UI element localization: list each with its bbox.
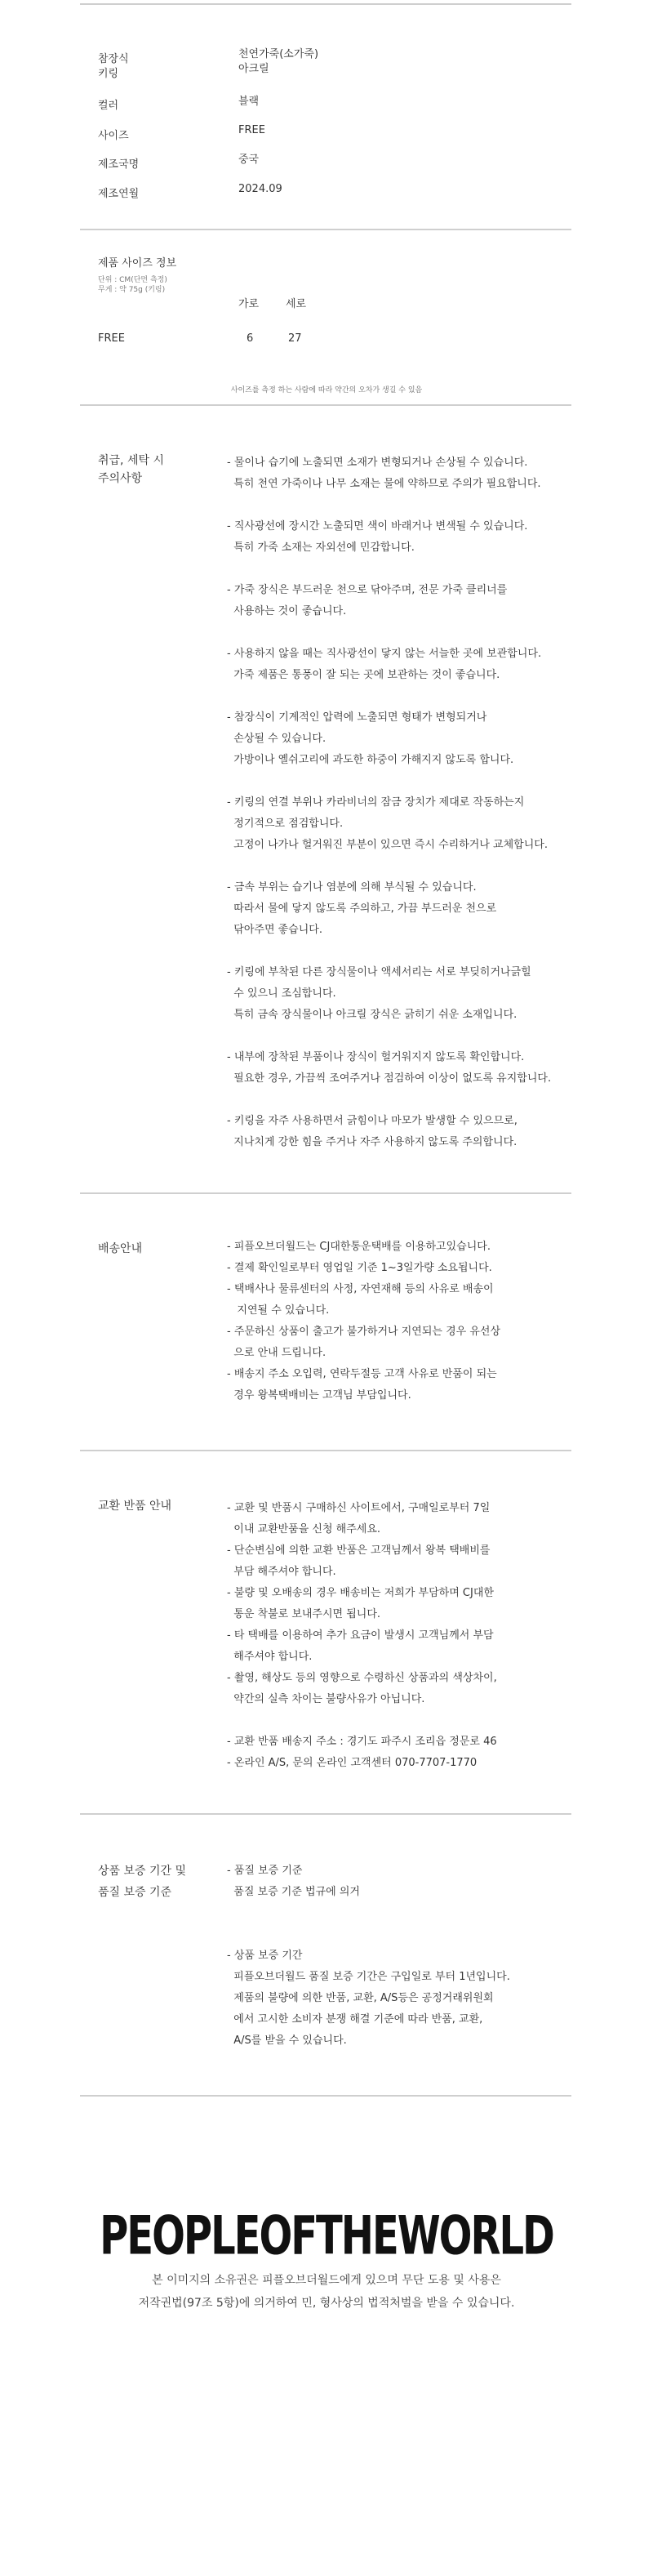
info-label-material: 참장식 키링 xyxy=(98,53,129,80)
size-row-width: 6 xyxy=(247,332,254,345)
size-row-length: 27 xyxy=(288,332,302,345)
size-info-title: 제품 사이즈 정보 xyxy=(98,257,177,270)
shipping-label: 배송안내 xyxy=(98,1242,143,1255)
exchange-text: - 교환 및 반품시 구매하신 사이트에서, 구매일로부터 7일 이내 교환반품을 신청 해주세요. - 단순변심에 의한 교환 반품은 고객님께서 왕복 택배비를 부담 해주셔야 합니다. - 불량 및 오배송의 경우 배송비는 저희가 부담하며 CJ대한 통운 착불로 보내주시면 됩니다. - 타 택배를 이용하여 추가 요금이 발생시 고객님께서 부담 해주셔야 합니다. - 촬영, 해상도 등의 영향으로 수령하신 상품과의 색상차이, 약간의 실측 차이는 불량사유가 아닙니다. - 교환 반품 배송지 주소 : 경기도 파주시 조리읍 정문로 46 - 온라인 A/S, 문의 온라인 고객센터 070-7707-1770 xyxy=(227,1502,497,1769)
info-value-color: 블랙 xyxy=(238,96,260,108)
exchange-label: 교환 반품 안내 xyxy=(98,1500,172,1513)
info-label-size: 사이즈 xyxy=(98,130,129,142)
brand-logo: PEOPLEOFTHEWORLD xyxy=(100,2205,553,2267)
copyright-notice: 본 이미지의 소유권은 피플오브더월드에게 있으며 무단 도용 및 사용은 저작권법(97조 5항)에 의거하여 민, 형사상의 법적처벌을 받을 수 있습니다. xyxy=(138,2274,515,2310)
divider xyxy=(80,1813,571,1815)
info-value-date: 2024.09 xyxy=(238,183,282,195)
divider xyxy=(80,1450,571,1451)
divider xyxy=(80,1192,571,1194)
info-value-size: FREE xyxy=(238,124,265,136)
size-info-unit: 단위 : CM(단면 측정) xyxy=(98,276,167,284)
warranty-text: - 품질 보증 기준 품질 보증 기준 법규에 의거 - 상품 보증 기간 피플오브더월드 품질 보증 기간은 구입일로 부터 1년입니다. 제품의 불량에 의한 반품, 교환, A/S등은 공정거래위원회 에서 고시한 소비자 분쟁 해결 기준에 따라 반품, 교환, A/S를 받을 수 있습니다. xyxy=(227,1865,510,2047)
top-divider xyxy=(80,3,571,5)
divider xyxy=(80,229,571,230)
shipping-text: - 피플오브더월드는 CJ대한통운택배를 이용하고있습니다. - 결제 확인일로부터 영업일 기준 1~3일가량 소요됩니다. - 택배사나 물류센터의 사정, 자연재해 등의 사유로 배송이 지연될 수 있습니다. - 주문하신 상품이 출고가 불가하거나 지연되는 경우 유선상 으로 안내 드립니다. - 배송지 주소 오입력, 연락두절등 고객 사유로 반품이 되는 경우 왕복택배비는 고객님 부담입니다. xyxy=(227,1241,501,1402)
warranty-label: 상품 보증 기간 및 품질 보증 기준 xyxy=(98,1865,187,1899)
care-label: 취급, 세탁 시 주의사항 xyxy=(98,454,164,485)
size-col-length: 세로 xyxy=(286,298,307,310)
size-info-weight: 무게 : 약 75g (키링) xyxy=(98,286,166,294)
size-col-width: 가로 xyxy=(238,298,260,310)
care-text: - 물이나 습기에 노출되면 소재가 변형되거나 손상될 수 있습니다. 특히 천연 가죽이나 나무 소재는 물에 약하므로 주의가 필요합니다. - 직사광선에 장시간 노출되면 색이 바래거나 변색될 수 있습니다. 특히 가죽 소재는 자외선에 민감합니다. - 가죽 장식은 부드러운 천으로 닦아주며, 전문 가죽 클리너를 사용하는 것이 좋습니다. - 사용하지 않을 때는 직사광선이 닿지 않는 서늘한 곳에 보관합니다. 가죽 제품은 통풍이 잘 되는 곳에 보관하는 것이 좋습니다. - 참장식이 기계적인 압력에 노출되면 형태가 변형되거나 손상될 수 있습니다. 가방이나 옐쉬고리에 과도한 하중이 가해지지 않도록 합니다. - 키링의 연결 부위나 카라비너의 잠금 장치가 제대로 작동하는지 정기적으로 점검합니다. 고정이 나가나 헐거워진 부분이 있으면 즉시 수리하거나 교체합니다. - 금속 부위는 습기나 염분에 의해 부식될 수 있습니다. 따라서 물에 닿지 않도록 주의하고, 가끔 부드러운 천으로 닦아주면 좋습니다. - 키링에 부착된 다른 장식물이나 액세서리는 서로 부딪히거나긁힐 수 있으니 조심합니다. 특히 금속 장식물이나 아크릴 장식은 긁히기 쉬운 소재입니다. - 내부에 장착된 부품이나 장식이 헐거워지지 않도록 확인합니다. 필요한 경우, 가끔씩 조여주거나 점검하여 이상이 없도록 유지합니다. - 키링을 자주 사용하면서 긁힘이나 마모가 발생할 수 있으므로, 지나치게 강한 힘을 주거나 자주 사용하지 않도록 주의합니다. xyxy=(227,457,552,1148)
info-value-material: 천연가죽(소가죽) 아크릴 xyxy=(238,48,319,75)
size-row-label: FREE xyxy=(98,332,125,345)
divider xyxy=(80,2095,571,2097)
info-label-country: 제조국명 xyxy=(98,158,140,171)
info-label-date: 제조연월 xyxy=(98,188,140,200)
size-note: 사이즈를 측정 하는 사람에 따라 약간의 오차가 생길 수 있음 xyxy=(230,386,423,394)
divider xyxy=(80,404,571,406)
info-value-country: 중국 xyxy=(238,154,260,166)
info-label-color: 컬러 xyxy=(98,100,119,112)
